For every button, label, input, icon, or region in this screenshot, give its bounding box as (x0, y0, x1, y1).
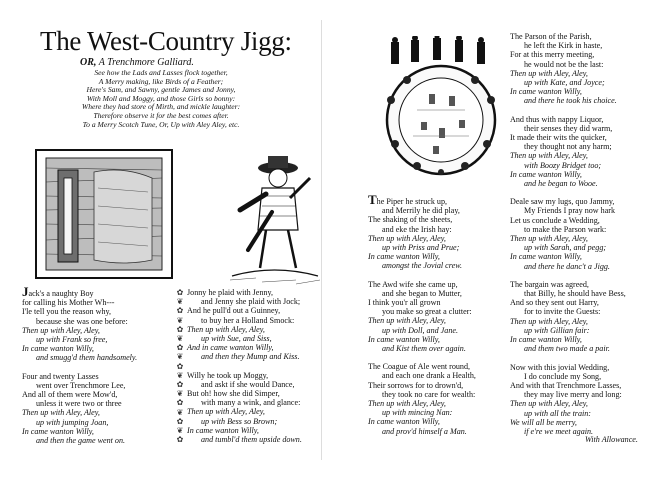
verse-text: Then up with Aley, Aley, (510, 399, 588, 409)
verse-line (368, 381, 504, 390)
verse-text: It made their wits the quicker, (510, 133, 607, 143)
intro-line: Here's Sam, and Sawny, gentle James and Jonny, (86, 85, 236, 95)
colophon: With Allowance. (585, 435, 638, 444)
verse-line (368, 326, 504, 335)
verse-text: for calling his Mother Wh--- (22, 298, 115, 308)
verse-line (22, 335, 172, 344)
verse-line (22, 427, 172, 436)
verse-text: And with that Trenchmore Lasses, (510, 380, 622, 390)
verse-text: Then up with Aley, Aley, (510, 151, 588, 161)
verse-text: up with Sue, and Siss, (201, 334, 272, 344)
verse-line (510, 225, 660, 234)
verse-line (368, 206, 504, 215)
verse-line (187, 389, 317, 398)
verse-line (187, 297, 317, 306)
verse-text: And in came wanton Willy, (187, 343, 274, 353)
subtitle-name: A Trenchmore Galliard. (98, 57, 194, 68)
fiddler-woodcut (34, 148, 174, 280)
verse-text: Deale saw my lugs, quo Jammy, (510, 197, 615, 207)
verse-line (368, 399, 504, 408)
verse-line (368, 298, 504, 307)
verse-text: The bargain was agreed, (510, 279, 589, 289)
verse-text: they took no care for wealth: (382, 389, 476, 399)
verse-line (510, 363, 660, 372)
verse-line (187, 334, 317, 343)
verse-line (368, 243, 504, 252)
stanza-break (510, 354, 660, 363)
verse-text: The shaking of the sheets, (368, 215, 453, 225)
verse-text: Then up with Aley, Aley, (187, 407, 265, 417)
verse-text: For at this merry meeting, (510, 50, 595, 60)
verse-line (187, 435, 317, 444)
verse-text: The Parson of the Parish, (510, 32, 592, 41)
verse-line (510, 372, 660, 381)
verse-text: Then up with Aley, Aley, (187, 324, 265, 334)
verse-line (22, 381, 172, 390)
verse-text: up with Doll, and Jane. (382, 325, 458, 335)
verse-line (187, 343, 317, 352)
verse-line (187, 426, 317, 435)
verse-line (368, 261, 504, 270)
verse-line (510, 243, 660, 252)
verse-line (510, 409, 660, 418)
intro-line: See how the Lads and Lasses flock together, (94, 68, 228, 77)
verse-text: The Coague of Ale went round, (368, 362, 471, 372)
verse-line (22, 317, 172, 326)
drop-capital: T (368, 192, 377, 207)
verse-text: he Piper he struck up, (376, 197, 448, 206)
verse-line (510, 69, 660, 78)
verse-line (187, 407, 317, 416)
verse-text: because she was one before: (36, 316, 128, 326)
verse-line (510, 179, 660, 188)
verse-text: Then up with Aley, Aley, (22, 408, 100, 418)
verse-column-2 (187, 288, 317, 444)
verse-text: if e're we meet again. (524, 426, 594, 436)
verse-line (510, 170, 660, 179)
verse-text: My Friends I pray now hark (524, 206, 616, 216)
ballad-title: The West-Country Jigg: (40, 26, 292, 56)
piper-woodcut (226, 150, 322, 290)
verse-text: Let us conclude a Wedding, (510, 215, 600, 225)
verse-text: up with Priss and Prue; (382, 243, 460, 253)
verse-line (510, 317, 660, 326)
stanza-break (510, 271, 660, 280)
verse-line (510, 115, 660, 124)
verse-line (187, 398, 317, 407)
verse-line (510, 142, 660, 151)
verse-line (22, 418, 172, 427)
verse-line (510, 87, 660, 96)
verse-text: Willy he took up Moggy, (187, 370, 269, 380)
verse-text: In came wanton Willy, (510, 335, 582, 345)
verse-line (510, 216, 660, 225)
verse-text: up with jumping Joan, (36, 417, 109, 427)
verse-line (368, 215, 504, 224)
verse-line (510, 96, 660, 105)
verse-line (22, 372, 172, 381)
verse-line (510, 307, 660, 316)
verse-text: And all of them were Mow'd, (22, 390, 118, 400)
verse-text: In came wanton Willy, (22, 344, 94, 354)
verse-line (510, 78, 660, 87)
stanza-break (187, 362, 317, 371)
verse-line (510, 206, 660, 215)
verse-text: up with Kate, and Joyce; (524, 78, 605, 88)
verse-text: In came wanton Willy, (368, 334, 440, 344)
verse-text: and he began to Wooe. (524, 179, 598, 189)
verse-line (187, 325, 317, 334)
verse-column-4 (510, 32, 660, 436)
verse-line (368, 390, 504, 399)
verse-line (510, 50, 660, 59)
verse-text: In came wanton Willy, (368, 252, 440, 262)
verse-text: and there he took his choice. (524, 96, 617, 106)
page-gutter (321, 20, 322, 460)
verse-line (368, 307, 504, 316)
verse-line (368, 225, 504, 234)
verse-line (187, 417, 317, 426)
verse-text: with Boozy Bridget too; (524, 160, 602, 170)
verse-line (187, 306, 317, 315)
verse-text: and Kist them over again. (382, 344, 466, 354)
stanza-break (22, 363, 172, 372)
verse-text: you make so great a clutter: (382, 307, 472, 317)
verse-text: Now with this jovial Wedding, (510, 362, 610, 372)
verse-line (510, 234, 660, 243)
verse-text: and tumbl'd them upside down. (201, 435, 302, 445)
verse-text: In came wanton Willy, (510, 87, 582, 97)
intro-line: Therefore observe it for the best comes after. (93, 110, 229, 120)
verse-line (368, 344, 504, 353)
verse-line (368, 234, 504, 243)
verse-text: their senses they did warm, (524, 123, 613, 133)
verse-line (510, 298, 660, 307)
verse-text: Jonny he plaid with Jenny, (187, 288, 274, 297)
verse-text: he would not be the last: (524, 59, 604, 69)
verse-line (368, 371, 504, 380)
verse-text: he left the Kirk in haste, (524, 41, 603, 51)
verse-text: they thought not any harm; (524, 142, 612, 152)
verse-text: Four and twenty Lasses (22, 371, 99, 381)
verse-line (368, 427, 504, 436)
verse-text: Then up with Aley, Aley, (368, 316, 446, 326)
verse-line (510, 197, 660, 206)
verse-line (368, 252, 504, 261)
verse-text: up with Frank so free, (36, 335, 108, 345)
verse-line (22, 353, 172, 362)
verse-line (368, 408, 504, 417)
verse-text: and askt if she would Dance, (201, 379, 295, 389)
subtitle-prefix: OR, (80, 57, 97, 68)
verse-text: and prov'd himself a Man. (382, 426, 467, 436)
verse-text: for to invite the Guests: (524, 307, 601, 317)
verse-line (187, 371, 317, 380)
verse-line (510, 252, 660, 261)
verse-line (368, 280, 504, 289)
verse-line (368, 362, 504, 371)
drop-capital: J (22, 284, 29, 299)
verse-text: to buy her a Holland Smock: (201, 315, 295, 325)
verse-text: that Billy, he should have Bess, (524, 289, 626, 299)
stanza-break (510, 106, 660, 115)
verse-line (510, 335, 660, 344)
verse-text: and she began to Mutter, (382, 288, 462, 298)
verse-line (187, 316, 317, 325)
intro-line: Where they had store of Mirth, and mickle laughter: (81, 102, 241, 112)
verse-text: We will all be merry, (510, 417, 577, 427)
verse-line (22, 326, 172, 335)
verse-line (368, 335, 504, 344)
verse-line (22, 390, 172, 399)
verse-text: In came wanton Willy, (22, 426, 94, 436)
verse-text: The Awd wife she came up, (368, 279, 458, 289)
verse-text: up with all the train: (524, 408, 591, 418)
verse-line (22, 436, 172, 445)
verse-line (510, 399, 660, 408)
verse-line (22, 399, 172, 408)
verse-text: In came wanton Willy, (368, 417, 440, 427)
verse-text: In came wanton Willy, (187, 425, 259, 435)
verse-text: Then up with Aley, Aley, (368, 399, 446, 409)
verse-text: up with Sarah, and pegg; (524, 243, 607, 253)
verse-line (510, 418, 660, 427)
verse-column-1 (22, 284, 172, 446)
verse-text: Their sorrows for to drown'd, (368, 380, 464, 390)
verse-line (510, 151, 660, 160)
verse-line (368, 289, 504, 298)
verse-text: Then up with Aley, Aley, (368, 233, 446, 243)
verse-text: and then the game went on. (36, 436, 126, 446)
verse-line (187, 380, 317, 389)
intro-verse (26, 69, 296, 129)
ballad-subtitle (80, 57, 194, 68)
verse-text: and eke the Irish hay: (382, 224, 452, 234)
stanza-break (368, 271, 504, 280)
verse-text: In came wanton Willy, (510, 252, 582, 262)
verse-text: I think you'r all grown (368, 298, 441, 308)
verse-text: Then up with Aley, Aley, (22, 325, 100, 335)
verse-line (187, 352, 317, 361)
verse-text: and Merrily he did play, (382, 206, 460, 216)
verse-text: Then up with Aley, Aley, (510, 68, 588, 78)
verse-text: But oh! how she did Simper, (187, 389, 280, 399)
verse-line (510, 133, 660, 142)
verse-line (510, 344, 660, 353)
verse-line (510, 390, 660, 399)
stanza-break (510, 188, 660, 197)
verse-text: Then up with Aley, Aley, (510, 316, 588, 326)
verse-line (22, 408, 172, 417)
verse-text: I'le tell you the reason why, (22, 307, 112, 317)
verse-text: and there he danc't a Jigg. (524, 261, 610, 271)
verse-text: and each one drank a Health, (382, 371, 476, 381)
verse-text: with many a wink, and glance: (201, 398, 301, 408)
verse-line (510, 161, 660, 170)
verse-line (22, 344, 172, 353)
stanza-break (368, 353, 504, 362)
verse-text: And thus with nappy Liquor, (510, 114, 604, 124)
verse-text: up with Gillian fair: (524, 325, 590, 335)
verse-line (510, 289, 660, 298)
verse-line (510, 41, 660, 50)
verse-text: up with mincing Nan: (382, 408, 453, 418)
verse-line (22, 307, 172, 316)
verse-line (368, 192, 504, 207)
verse-text: unless it were two or three (36, 399, 122, 409)
verse-text: In came wanton Willy, (510, 169, 582, 179)
verse-line (510, 124, 660, 133)
verse-text: and Jenny she plaid with Jock; (201, 297, 301, 307)
verse-text: and then they Mump and Kiss. (201, 352, 300, 362)
verse-text: they may live merry and long: (524, 390, 622, 400)
verse-line (368, 417, 504, 426)
verse-line (22, 284, 172, 299)
verse-text: and them two made a pair. (524, 344, 610, 354)
verse-text: and smugg'd them handsomely. (36, 353, 138, 363)
verse-line (510, 60, 660, 69)
verse-column-3 (368, 192, 504, 436)
verse-text: up with Bess so Brown; (201, 416, 278, 426)
intro-line: To a Merry Scotch Tune, Or, Up with Aley Aley, etc. (82, 119, 240, 129)
verse-line (510, 262, 660, 271)
verse-line (510, 381, 660, 390)
verse-text: went over Trenchmore Lee, (36, 380, 126, 390)
verse-line (368, 316, 504, 325)
circle-dance-woodcut (377, 36, 505, 176)
verse-line (510, 32, 660, 41)
verse-text: ack's a naughty Boy (28, 289, 94, 298)
verse-line (22, 298, 172, 307)
verse-line (187, 288, 317, 297)
verse-text: I do conclude my Song, (524, 371, 602, 381)
verse-text: to make the Parson wark: (524, 224, 607, 234)
verse-text: Then up with Aley, Aley, (510, 234, 588, 244)
verse-text: amongst the Jovial crew. (382, 261, 463, 271)
verse-line (510, 280, 660, 289)
verse-text: And he pull'd out a Guinney, (187, 306, 281, 316)
verse-line (510, 326, 660, 335)
intro-line: With Moll and Moggy, and those Girls so bonny: (86, 93, 236, 103)
verse-text: And so they sent out Harry, (510, 298, 599, 308)
intro-line: A Merry making, like Birds of a Feather; (98, 76, 224, 86)
vine-ornament: ✿ ❦ ✿ ❦ ✿ ❦ ✿ ❦ ✿ ❦ ✿ ❦ ✿ ❦ ✿ ❦ ✿ (176, 288, 184, 445)
